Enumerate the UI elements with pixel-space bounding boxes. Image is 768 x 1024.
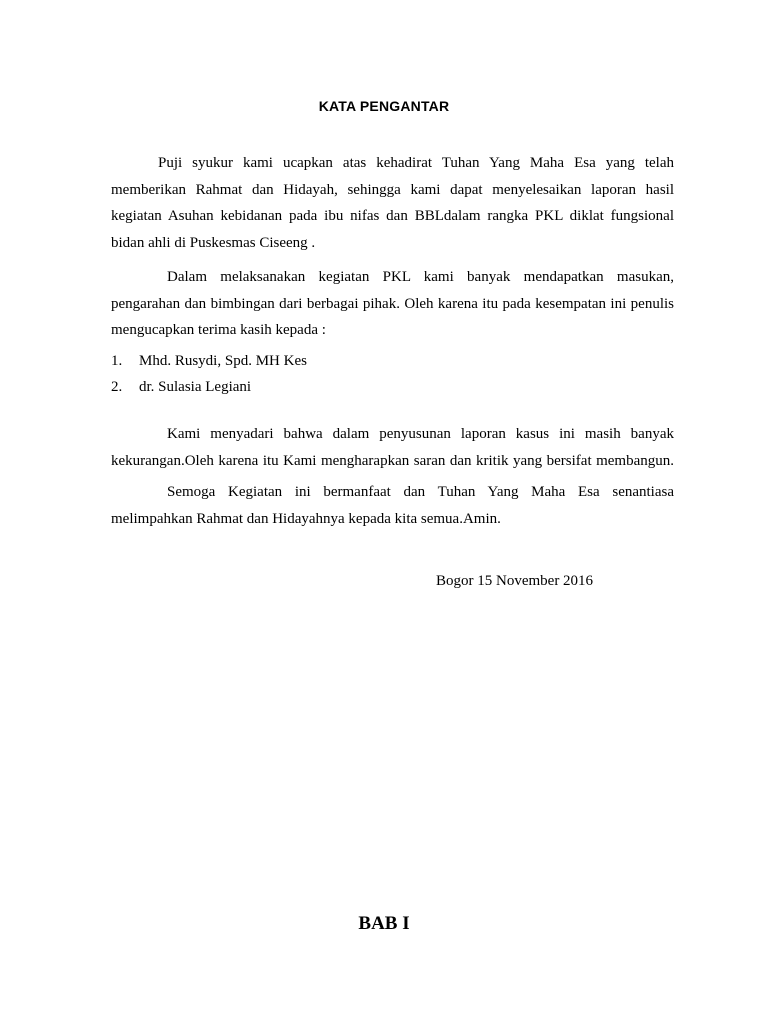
paragraph-closing	[111, 479, 674, 532]
paragraph-line: kekurangan.Oleh karena itu Kami mengharapkan saran dan kritik yang bersifat membangun.	[111, 452, 674, 469]
paragraph-line: Kami menyadari bahwa dalam penyusunan laporan kasus ini masih banyak	[167, 426, 674, 442]
list-name: Mhd. Rusydi, Spd. MH Kes	[139, 353, 307, 369]
paragraph-intro	[111, 150, 674, 256]
paragraph-acknowledgement	[111, 264, 674, 344]
paragraph-line: Puji syukur kami ucapkan atas kehadirat Tuhan Yang Maha Esa yang telah	[158, 155, 674, 171]
paragraph-line: pengarahan dan bimbingan dari berbagai pihak. Oleh karena itu pada kesempatan ini penulis	[111, 295, 674, 312]
chapter-heading: BAB I	[358, 913, 410, 934]
paragraph-apology	[111, 421, 674, 474]
paragraph-line: Semoga Kegiatan ini bermanfaat dan Tuhan Yang Maha Esa senantiasa	[167, 484, 674, 500]
list-name: dr. Sulasia Legiani	[139, 379, 252, 395]
list-number: 1.	[111, 353, 123, 369]
paragraph-line: mengucapkan terima kasih kepada :	[111, 322, 326, 338]
list-number: 2.	[111, 379, 123, 395]
paragraph-line: bidan ahli di Puskesmas Ciseeng .	[111, 234, 316, 251]
thanks-list	[111, 348, 674, 400]
list-item	[111, 374, 674, 400]
page-title: KATA PENGANTAR	[318, 98, 450, 114]
signature-place-date: Bogor 15 November 2016	[436, 573, 594, 589]
list-item	[111, 348, 674, 374]
paragraph-line: kegiatan Asuhan kebidanan pada ibu nifas dan BBLdalam rangka PKL diklat fungsional	[111, 208, 674, 224]
paragraph-line: melimpahkan Rahmat dan Hidayahnya kepada kita semua.Amin.	[111, 510, 501, 527]
paragraph-line: memberikan Rahmat dan Hidayah, sehingga kami dapat menyelesaikan laporan hasil	[111, 181, 674, 198]
paragraph-line: Dalam melaksanakan kegiatan PKL kami banyak mendapatkan masukan,	[167, 269, 674, 285]
